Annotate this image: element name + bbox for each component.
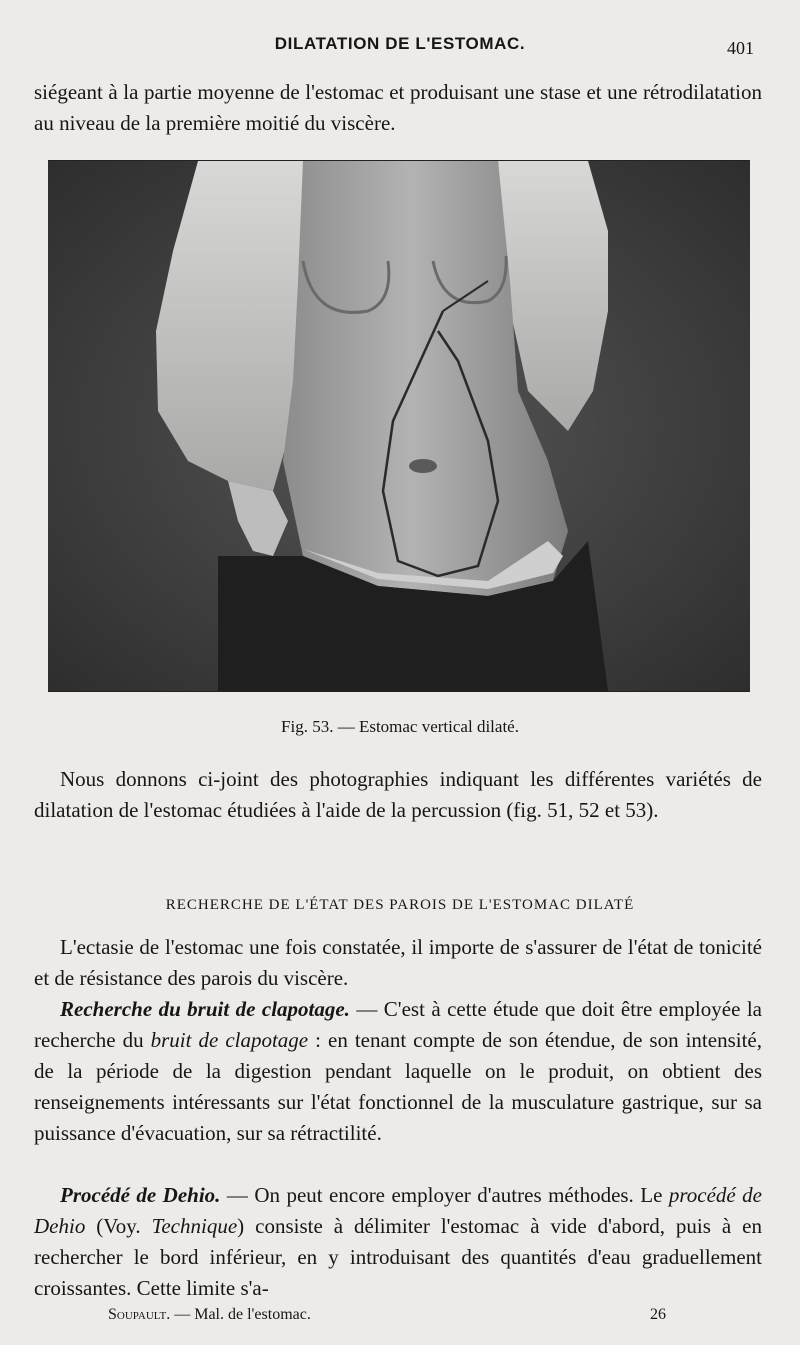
page-footer [0,1306,800,1332]
figure-caption: Fig. 53. — Estomac vertical dilaté. [281,717,519,736]
emphasis-term: bruit de clapotage [150,1028,309,1052]
text-segment: : en tenant compte de son étendue, de son intensité, de la période de la digestion pendant laquelle on le produit, on obtient des renseignements intéressants sur l'état fonctionnel de la musculature gastrique, sur sa puissance d'évacuation, sur sa rétractilité. [34,1028,762,1145]
text-segment: ) consiste à délimiter l'estomac à vide d'abord, puis à en rechercher le bord inférieur, en y introduisant des quantités d'eau graduellement croissantes. Cette limite s'a- [34,1214,763,1300]
paragraph-continuation: siégeant à la partie moyenne de l'estomac et produisant une stase et une rétrodilatation au niveau de la première moitié du viscère. [34,80,762,135]
running-head [0,30,800,60]
run-in-heading-dehio: Procédé de Dehio. [60,1183,221,1207]
footer-title: — Mal. de l'estomac. [170,1306,311,1323]
page-number: 401 [727,38,754,58]
figure-photograph [48,160,750,692]
emphasis-term: Technique [151,1214,238,1238]
footer-book-title [108,1306,311,1324]
emphasis-term: procédé de Dehio [34,1183,762,1238]
footer-author: Soupault. [108,1306,171,1323]
text-segment: — C'est à cette étude que doit être employée la recherche du [34,997,762,1052]
paragraph-photographs: Nous donnons ci-joint des photographies indiquant les différentes variétés de dilatation de l'estomac étudiées à l'aide de la percussion (fig. 51, 52 et 53). [34,767,762,822]
section-heading: RECHERCHE DE L'ÉTAT DES PAROIS DE L'ESTOMAC DILATÉ [165,897,635,913]
paragraph-ectasia: L'ectasie de l'estomac une fois constatée, il importe de s'assurer de l'état de tonicité et de résistance des parois du viscère. [34,935,762,990]
paragraph-clapotage [34,994,762,1149]
run-in-heading-clapotage: Recherche du bruit de clapotage. [60,997,350,1021]
running-title: DILATATION DE L'ESTOMAC. [274,34,526,53]
text-segment: — On peut encore employer d'autres méthodes. Le [220,1183,669,1207]
text-segment: (Voy. [85,1214,152,1238]
paragraph-dehio [34,1180,762,1304]
signature-mark: 26 [650,1306,666,1323]
photograph-patient-abdomen [48,161,750,691]
